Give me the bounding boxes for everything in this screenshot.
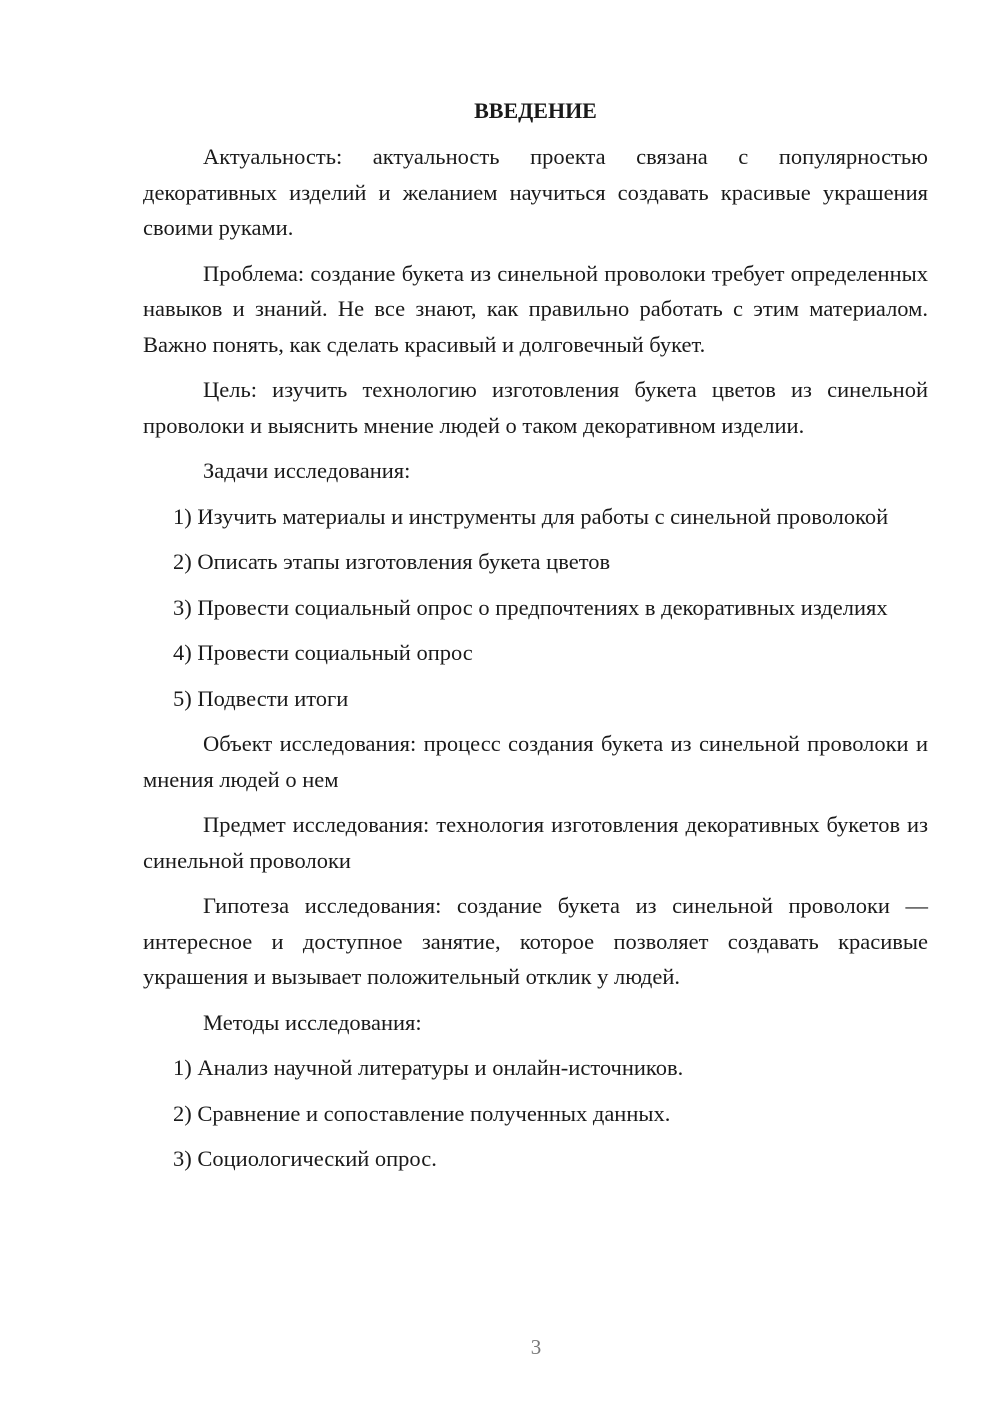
text-column [143, 95, 928, 1187]
goal-paragraph: Цель: изучить технологию изготовления букета цветов из синельной проволоки и выяснить мнение людей о таком декоративном изделии. [143, 377, 928, 438]
method-item: 1) Анализ научной литературы и онлайн-источников. [173, 1055, 684, 1080]
task-item: 2) Описать этапы изготовления букета цветов [173, 549, 611, 574]
task-item: 4) Провести социальный опрос [173, 640, 473, 665]
methods-title: Методы исследования: [203, 1009, 422, 1035]
object-paragraph: Объект исследования: процесс создания букета из синельной проволоки и мнения людей о нем [143, 731, 928, 792]
tasks-title: Задачи исследования: [203, 458, 411, 483]
hypothesis-paragraph: Гипотеза исследования: создание букета из синельной проволоки — интересное и доступное занятие, которое позволяет создавать красивые украшения и вызывает положительный отклик у людей. [143, 893, 928, 989]
method-item: 2) Сравнение и сопоставление полученных данных. [173, 1100, 671, 1126]
task-item: 5) Подвести итоги [173, 685, 349, 711]
page-title: ВВЕДЕНИЕ [474, 98, 597, 123]
subject-paragraph: Предмет исследования: технология изготовления декоративных букетов из синельной проволоки [143, 812, 928, 873]
method-item: 3) Социологический опрос. [173, 1146, 437, 1171]
relevance-paragraph: Актуальность: актуальность проекта связана с популярностью декоративных изделий и желанием научиться создавать красивые украшения своими руками. [143, 144, 928, 240]
task-item: 1) Изучить материалы и инструменты для работы с синельной проволокой [173, 503, 889, 529]
page-number: 3 [530, 1335, 542, 1359]
problem-paragraph: Проблема: создание букета из синельной проволоки требует определенных навыков и знаний. Не все знают, как правильно работать с этим материалом. Важно понять, как сделать красивый и долговечный букет. [143, 260, 928, 357]
task-item: 3) Провести социальный опрос о предпочтениях в декоративных изделиях [173, 594, 888, 620]
